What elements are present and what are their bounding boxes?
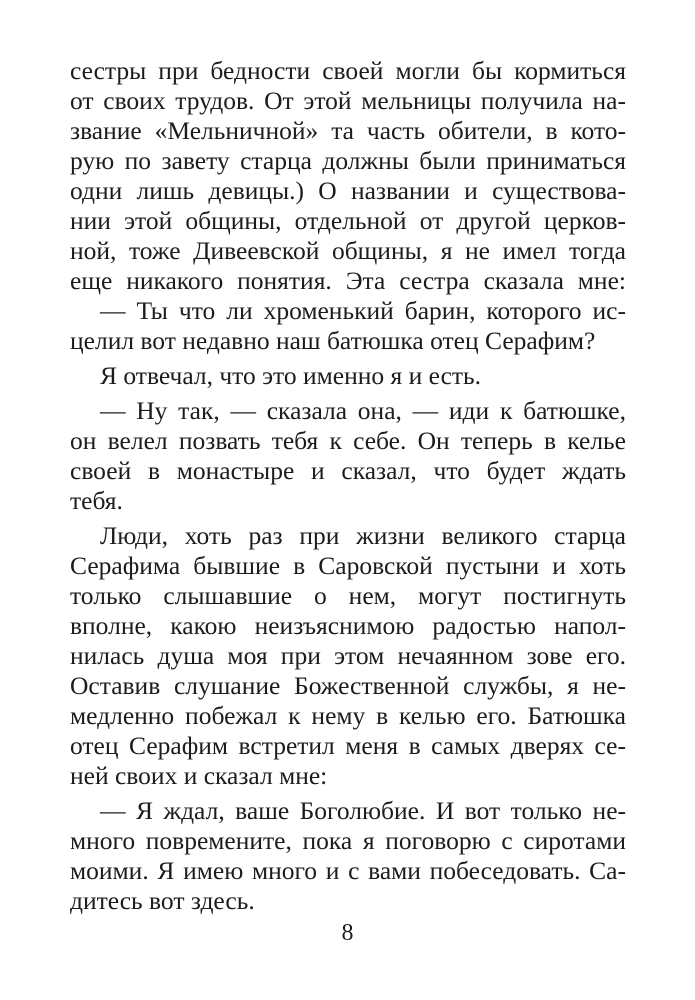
page-number: 8: [341, 920, 354, 946]
text-line: еще никакого понятия. Эта сестра сказала мне:: [70, 266, 626, 295]
text-line: — Я ждал, ваше Боголюбие. И вот только не-: [100, 796, 626, 825]
text-line: от своих трудов. От этой мельницы получила на-: [70, 86, 626, 115]
text-line: Люди, хоть раз при жизни великого старца: [100, 521, 626, 550]
paragraph: [70, 396, 626, 516]
text-line: — Ты что ли хроменький барин, которого ис-: [100, 296, 626, 325]
text-line: вполне, какою неизъяснимою радостью напол-: [70, 611, 626, 640]
text-line: сестры при бедности своей могли бы кормиться: [70, 56, 626, 85]
text-line: тебя.: [70, 486, 123, 515]
text-line: моими. Я имею много и с вами побеседовать. Са-: [70, 856, 626, 885]
paragraph: [70, 361, 626, 391]
text-line: рую по завету старца должны были приниматься: [70, 146, 626, 175]
paragraph: [70, 796, 626, 916]
text-line: ной, тоже Дивеевской общины, я не имел тогда: [70, 236, 626, 265]
text-line: отец Серафим встретил меня в самых дверях се-: [70, 731, 626, 760]
text-line: нилась душа моя при этом нечаянном зове его.: [70, 641, 626, 670]
text-line: Я отвечал, что это именно я и есть.: [100, 361, 482, 390]
text-line: своей в монастыре и сказал, что будет ждать: [70, 456, 626, 485]
text-line: одни лишь девицы.) О названии и существова-: [70, 176, 626, 205]
text-line: дитесь вот здесь.: [70, 886, 255, 915]
text-line: много повремените, пока я поговорю с сиротами: [70, 826, 626, 855]
text-line: ней своих и сказал мне:: [70, 761, 328, 790]
text-line: нии этой общины, отдельной от другой церков-: [70, 206, 626, 235]
page-text: [70, 56, 626, 916]
paragraph: [70, 56, 626, 296]
text-line: целил вот недавно наш батюшка отец Серафим?: [70, 326, 596, 355]
text-line: медленно побежал к нему в келью его. Батюшка: [70, 701, 626, 730]
text-line: Серафима бывшие в Саровской пустыни и хоть: [70, 551, 626, 580]
text-line: Оставив слушание Божественной службы, я не-: [70, 671, 626, 700]
text-line: только слышавшие о нем, могут постигнуть: [70, 581, 626, 610]
text-line: звание «Мельничной» та часть обители, в кото-: [70, 116, 626, 145]
text-line: он велел позвать тебя к себе. Он теперь в келье: [70, 426, 626, 455]
paragraph: [70, 296, 626, 356]
paragraph: [70, 521, 626, 791]
text-line: — Ну так, — сказала она, — иди к батюшке,: [100, 396, 626, 425]
